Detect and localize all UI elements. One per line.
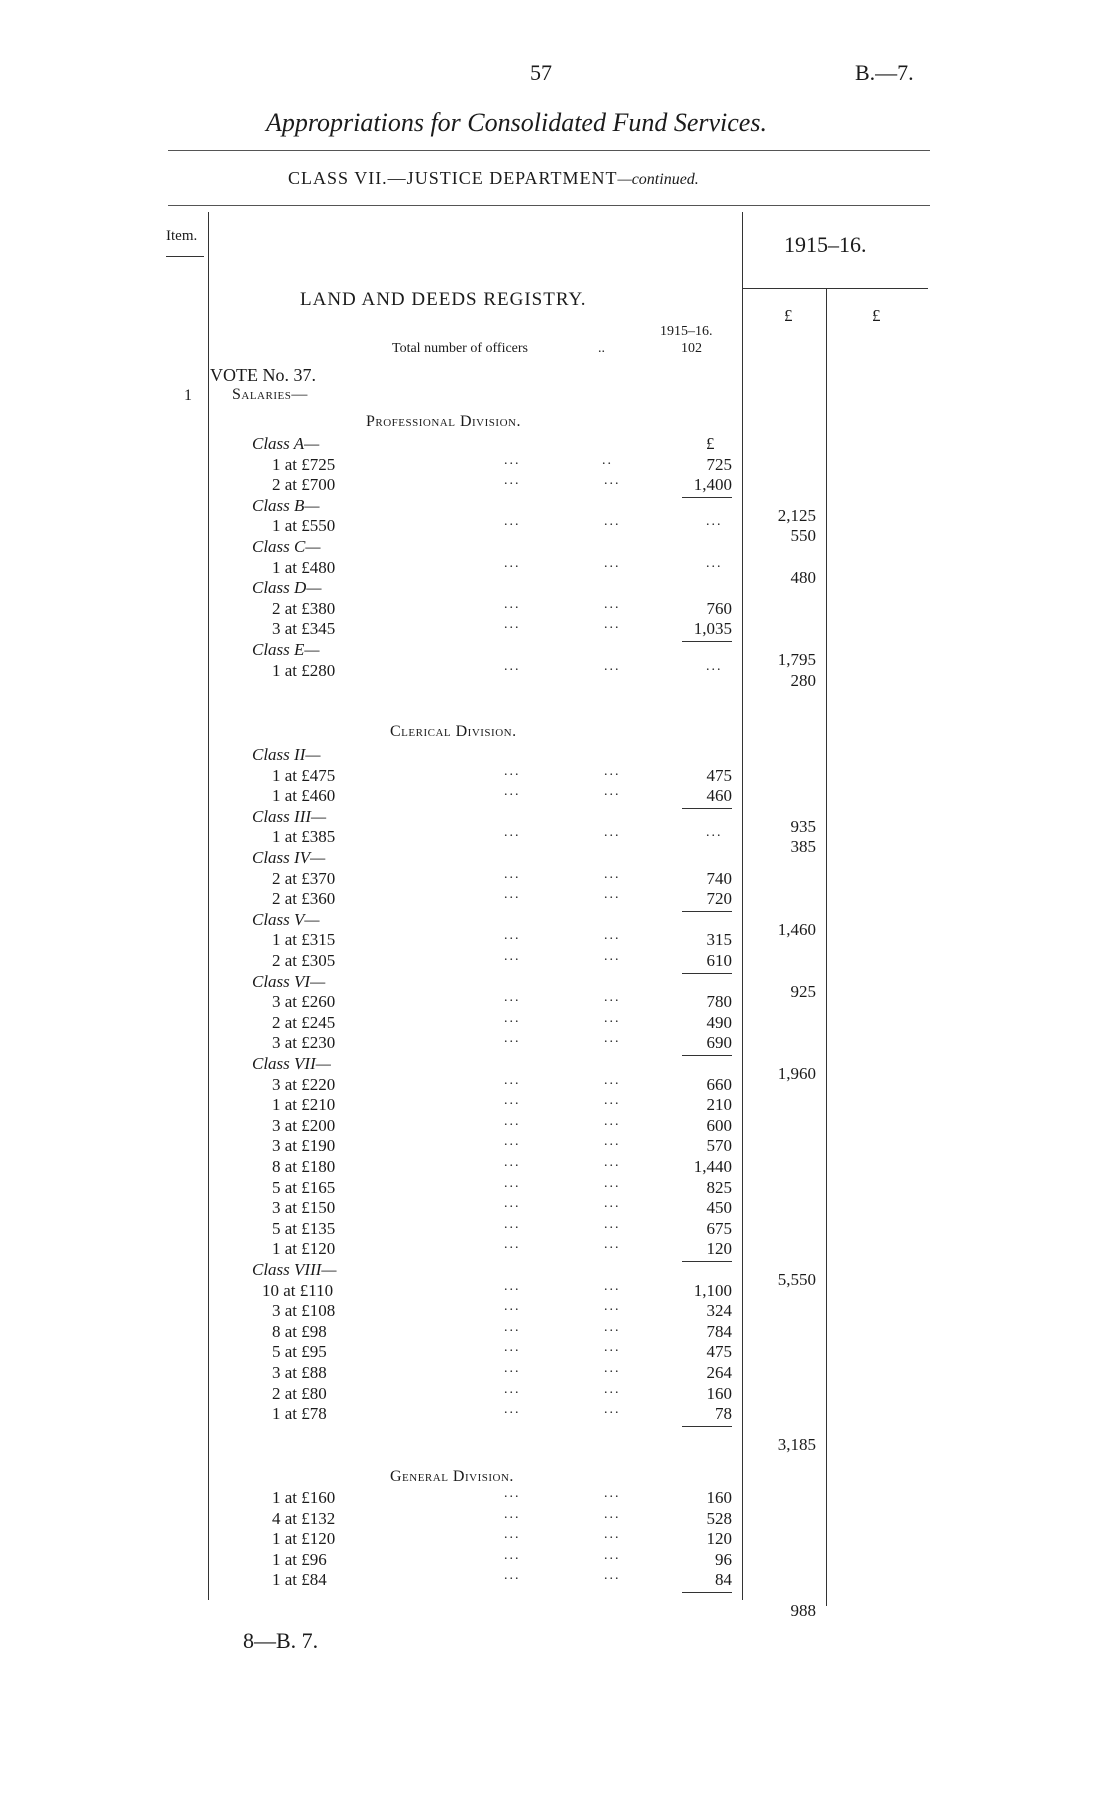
leader-dots: ... bbox=[604, 1155, 621, 1170]
leader-dots: ... bbox=[504, 514, 521, 530]
class-heading-text: CLASS VII.—JUSTICE DEPARTMENT bbox=[288, 168, 618, 188]
leader-dots: ... bbox=[504, 555, 521, 571]
leader-dots: ... bbox=[504, 949, 521, 964]
leader-dots: ... bbox=[604, 1402, 621, 1418]
officers-label: Total number of officers bbox=[392, 341, 528, 356]
rate-label: 3 at £345 bbox=[272, 619, 336, 639]
sum-rule bbox=[682, 1261, 732, 1262]
subtotal-amount: 460 bbox=[706, 786, 732, 806]
rate-label: 1 at £725 bbox=[272, 454, 336, 474]
rate-label: 1 at £385 bbox=[272, 827, 336, 847]
year-rule bbox=[742, 288, 928, 289]
leader-dots: ... bbox=[604, 1237, 621, 1253]
item-column-label: Item. bbox=[166, 228, 198, 244]
leader-dots: .. bbox=[602, 452, 613, 468]
leader-dots: ... bbox=[604, 1196, 621, 1212]
rate-label: 3 at £260 bbox=[272, 992, 336, 1012]
class-heading-continued: —continued. bbox=[617, 171, 699, 188]
subtotal-amount: 1,035 bbox=[693, 619, 732, 639]
leader-dots: ... bbox=[504, 1547, 521, 1563]
leader-dots: ... bbox=[706, 555, 723, 571]
leader-dots: ... bbox=[706, 514, 723, 530]
class-label: Class II— bbox=[252, 745, 321, 764]
amounts-left-rule bbox=[742, 212, 743, 1600]
subtotal-amount: 660 bbox=[706, 1074, 732, 1094]
rate-label: 3 at £108 bbox=[272, 1301, 336, 1321]
class-heading bbox=[288, 168, 699, 189]
subtotal-amount: 570 bbox=[706, 1136, 732, 1156]
rate-label: 1 at £460 bbox=[272, 786, 336, 806]
subtotal-amount: 1,400 bbox=[693, 475, 732, 495]
rate-label: 3 at £200 bbox=[272, 1115, 336, 1135]
total-amount: 385 bbox=[790, 837, 816, 857]
item-number: 1 bbox=[184, 387, 192, 404]
page-title: Appropriations for Consolidated Fund Services. bbox=[266, 108, 767, 137]
rate-label: 1 at £315 bbox=[272, 930, 336, 950]
subtotal-amount: 96 bbox=[715, 1549, 732, 1569]
leader-dots: ... bbox=[504, 452, 521, 468]
leader-dots: ... bbox=[706, 825, 723, 841]
leader-dots: ... bbox=[504, 1175, 521, 1191]
leader-dots: ... bbox=[604, 1486, 621, 1501]
subtotal-amount: 475 bbox=[706, 765, 732, 785]
total-amount: 480 bbox=[790, 567, 816, 587]
subtotal-amount: 690 bbox=[706, 1033, 732, 1053]
sum-rule bbox=[682, 1592, 732, 1593]
leader-dots: ... bbox=[604, 473, 621, 489]
leader-dots: ... bbox=[504, 1299, 521, 1315]
rate-label: 5 at £165 bbox=[272, 1177, 336, 1197]
leader-dots: ... bbox=[604, 1278, 621, 1294]
subtotal-amount: 160 bbox=[706, 1383, 732, 1403]
amounts-mid-rule bbox=[826, 288, 827, 1606]
leader-dots: ... bbox=[604, 1134, 621, 1150]
rate-label: 5 at £95 bbox=[272, 1342, 327, 1362]
leader-dots: ... bbox=[504, 1278, 521, 1294]
rate-label: 5 at £135 bbox=[272, 1218, 336, 1238]
subtotal-amount: 600 bbox=[706, 1115, 732, 1135]
pound-sign-col1: £ bbox=[784, 306, 793, 325]
leader-dots: ... bbox=[604, 1568, 621, 1584]
page-number: 57 bbox=[530, 60, 552, 85]
leader-dots: ... bbox=[604, 763, 621, 779]
rate-label: 1 at £280 bbox=[272, 660, 336, 680]
total-amount: 280 bbox=[790, 670, 816, 690]
officers-year: 1915–16. bbox=[660, 324, 713, 339]
leader-dots: ... bbox=[604, 1113, 621, 1129]
subtotal-amount: 784 bbox=[706, 1321, 732, 1341]
leader-dots: ... bbox=[504, 1381, 521, 1397]
professional-division-heading: Professional Division. bbox=[366, 413, 521, 430]
salaries-heading: Salaries— bbox=[232, 386, 308, 403]
leader-dots: ... bbox=[504, 1568, 521, 1584]
class-label: Class D— bbox=[252, 578, 322, 598]
total-amount: 1,795 bbox=[777, 650, 816, 669]
subtotal-amount: 760 bbox=[706, 598, 732, 618]
rate-label: 2 at £245 bbox=[272, 1012, 336, 1032]
leader-dots: ... bbox=[504, 866, 521, 882]
leader-dots: ... bbox=[504, 990, 521, 1006]
class-label: Class III— bbox=[252, 806, 327, 826]
subtotal-amount: 450 bbox=[706, 1198, 732, 1218]
leader-dots: ... bbox=[504, 1196, 521, 1212]
leader-dots: ... bbox=[504, 784, 521, 800]
leader-dots: ... bbox=[504, 1361, 521, 1376]
leader-dots: ... bbox=[504, 1031, 521, 1047]
leader-dots: ... bbox=[604, 1340, 621, 1356]
subtotal-amount: 475 bbox=[706, 1342, 732, 1362]
rate-label: 3 at £150 bbox=[272, 1198, 336, 1218]
class-label: Class VIII— bbox=[252, 1260, 337, 1279]
leader-dots: ... bbox=[604, 825, 621, 841]
subtotal-amount: 610 bbox=[706, 951, 732, 970]
rate-label: 1 at £96 bbox=[272, 1549, 327, 1569]
subtotal-amount: 78 bbox=[715, 1404, 732, 1424]
subtotal-amount: 740 bbox=[706, 868, 732, 888]
leader-dots: ... bbox=[604, 1506, 621, 1522]
sum-rule bbox=[682, 1055, 732, 1056]
footer-ref: 8—B. 7. bbox=[243, 1628, 319, 1653]
leader-dots: ... bbox=[604, 1547, 621, 1563]
rate-label: 2 at £360 bbox=[272, 889, 336, 909]
leader-dots: ... bbox=[504, 1134, 521, 1150]
rate-label: 1 at £160 bbox=[272, 1488, 336, 1507]
sum-rule bbox=[682, 973, 732, 974]
class-label: Class VII— bbox=[252, 1054, 331, 1073]
sum-rule bbox=[682, 497, 732, 498]
divider bbox=[168, 205, 930, 206]
leader-dots: ... bbox=[604, 1527, 621, 1543]
subtotal-amount: 490 bbox=[706, 1012, 732, 1032]
pound-sign: £ bbox=[706, 434, 715, 453]
leader-dots: ... bbox=[604, 596, 621, 612]
leader-dots: ... bbox=[604, 1216, 621, 1232]
leader-dots: ... bbox=[604, 1319, 621, 1335]
leader-dots: ... bbox=[604, 1361, 621, 1376]
rate-label: 1 at £550 bbox=[272, 516, 336, 536]
leader-dots: ... bbox=[504, 1237, 521, 1253]
sum-rule bbox=[682, 1426, 732, 1427]
item-header-rule bbox=[166, 256, 204, 257]
class-label: Class VI— bbox=[252, 971, 326, 991]
leader-dots: ... bbox=[504, 763, 521, 779]
class-label: Class E— bbox=[252, 640, 320, 659]
leader-dots: ... bbox=[604, 1010, 621, 1026]
leader-dots: ... bbox=[604, 887, 621, 903]
leader-dots: ... bbox=[604, 617, 621, 633]
subtotal-amount: 528 bbox=[706, 1508, 732, 1528]
total-amount: 1,960 bbox=[777, 1064, 816, 1083]
leader-dots: ... bbox=[604, 555, 621, 571]
rate-label: 3 at £220 bbox=[272, 1074, 336, 1094]
clerical-division-heading: Clerical Division. bbox=[390, 723, 517, 740]
leader-dots: ... bbox=[604, 1299, 621, 1315]
subtotal-amount: 1,440 bbox=[693, 1157, 732, 1176]
rate-label: 8 at £98 bbox=[272, 1321, 327, 1341]
subtotal-amount: 324 bbox=[706, 1301, 732, 1321]
leader-dots: ... bbox=[504, 1010, 521, 1026]
officers-dots: .. bbox=[598, 341, 605, 356]
subtotal-amount: 720 bbox=[706, 889, 732, 909]
leader-dots: ... bbox=[604, 1381, 621, 1397]
subtotal-amount: 725 bbox=[706, 454, 732, 474]
rate-label: 1 at £120 bbox=[272, 1239, 336, 1259]
leader-dots: ... bbox=[604, 1072, 621, 1088]
leader-dots: ... bbox=[604, 514, 621, 530]
rate-label: 3 at £230 bbox=[272, 1033, 336, 1053]
rate-label: 1 at £475 bbox=[272, 765, 336, 785]
class-label: Class A— bbox=[252, 434, 320, 453]
subtotal-amount: 675 bbox=[706, 1218, 732, 1238]
leader-dots: ... bbox=[604, 990, 621, 1006]
total-amount: 1,460 bbox=[777, 919, 816, 939]
document-ref: B.—7. bbox=[855, 60, 914, 85]
subtotal-amount: 160 bbox=[706, 1488, 732, 1507]
subtotal-amount: 315 bbox=[706, 930, 732, 950]
officers-count: 102 bbox=[681, 341, 702, 356]
leader-dots: ... bbox=[504, 1113, 521, 1129]
leader-dots: ... bbox=[604, 1093, 621, 1109]
rate-label: 10 at £110 bbox=[262, 1280, 334, 1300]
leader-dots: ... bbox=[604, 866, 621, 882]
rate-label: 3 at £88 bbox=[272, 1363, 327, 1382]
class-label: Class B— bbox=[252, 495, 320, 515]
leader-dots: ... bbox=[504, 1319, 521, 1335]
leader-dots: ... bbox=[604, 784, 621, 800]
rate-label: 2 at £370 bbox=[272, 868, 336, 888]
sum-rule bbox=[682, 641, 732, 642]
subtotal-amount: 780 bbox=[706, 992, 732, 1012]
leader-dots: ... bbox=[504, 1072, 521, 1088]
divider bbox=[168, 150, 930, 151]
total-amount: 3,185 bbox=[777, 1434, 816, 1454]
rate-label: 1 at £120 bbox=[272, 1529, 336, 1549]
rate-label: 1 at £210 bbox=[272, 1095, 336, 1115]
total-amount: 550 bbox=[790, 526, 816, 546]
rate-label: 4 at £132 bbox=[272, 1508, 336, 1528]
leader-dots: ... bbox=[504, 1486, 521, 1501]
leader-dots: ... bbox=[604, 1175, 621, 1191]
year-heading: 1915–16. bbox=[784, 232, 867, 257]
rate-label: 2 at £700 bbox=[272, 475, 336, 495]
general-division-heading: General Division. bbox=[390, 1468, 514, 1485]
leader-dots: ... bbox=[504, 1093, 521, 1109]
rate-label: 1 at £84 bbox=[272, 1570, 327, 1590]
leader-dots: ... bbox=[604, 1031, 621, 1047]
leader-dots: ... bbox=[604, 658, 621, 674]
total-amount: 925 bbox=[790, 981, 816, 1001]
vote-number: VOTE No. 37. bbox=[210, 365, 316, 385]
total-amount: 5,550 bbox=[777, 1270, 816, 1289]
rate-label: 2 at £380 bbox=[272, 598, 336, 618]
subtotal-amount: 120 bbox=[706, 1239, 732, 1259]
leader-dots: ... bbox=[504, 1340, 521, 1356]
total-amount: 988 bbox=[790, 1601, 816, 1620]
subtotal-amount: 210 bbox=[706, 1095, 732, 1115]
leader-dots: ... bbox=[504, 825, 521, 841]
leader-dots: ... bbox=[504, 596, 521, 612]
leader-dots: ... bbox=[504, 473, 521, 489]
leader-dots: ... bbox=[504, 1155, 521, 1170]
subtotal-amount: 84 bbox=[715, 1570, 732, 1590]
leader-dots: ... bbox=[504, 1527, 521, 1543]
subtotal-amount: 825 bbox=[706, 1177, 732, 1197]
leader-dots: ... bbox=[706, 658, 723, 674]
class-label: Class IV— bbox=[252, 848, 326, 867]
pound-sign-col2: £ bbox=[872, 306, 881, 325]
section-title: LAND AND DEEDS REGISTRY. bbox=[300, 289, 587, 310]
leader-dots: ... bbox=[504, 658, 521, 674]
rate-label: 2 at £305 bbox=[272, 951, 336, 970]
sum-rule bbox=[682, 911, 732, 912]
rate-label: 8 at £180 bbox=[272, 1157, 336, 1176]
leader-dots: ... bbox=[504, 1506, 521, 1522]
subtotal-amount: 1,100 bbox=[693, 1280, 732, 1300]
leader-dots: ... bbox=[504, 887, 521, 903]
leader-dots: ... bbox=[504, 1402, 521, 1418]
subtotal-amount: 264 bbox=[706, 1363, 732, 1382]
leader-dots: ... bbox=[604, 928, 621, 944]
subtotal-amount: 120 bbox=[706, 1529, 732, 1549]
rate-label: 1 at £78 bbox=[272, 1404, 327, 1424]
leader-dots: ... bbox=[504, 928, 521, 944]
leader-dots: ... bbox=[504, 1216, 521, 1232]
rate-label: 1 at £480 bbox=[272, 557, 336, 577]
rate-label: 3 at £190 bbox=[272, 1136, 336, 1156]
leader-dots: ... bbox=[504, 617, 521, 633]
leader-dots: ... bbox=[604, 949, 621, 964]
item-column-rule bbox=[208, 212, 209, 1600]
total-amount: 935 bbox=[790, 816, 816, 836]
class-label: Class V— bbox=[252, 909, 320, 929]
class-label: Class C— bbox=[252, 537, 321, 556]
total-amount: 2,125 bbox=[777, 505, 816, 525]
sum-rule bbox=[682, 808, 732, 809]
rate-label: 2 at £80 bbox=[272, 1383, 327, 1403]
